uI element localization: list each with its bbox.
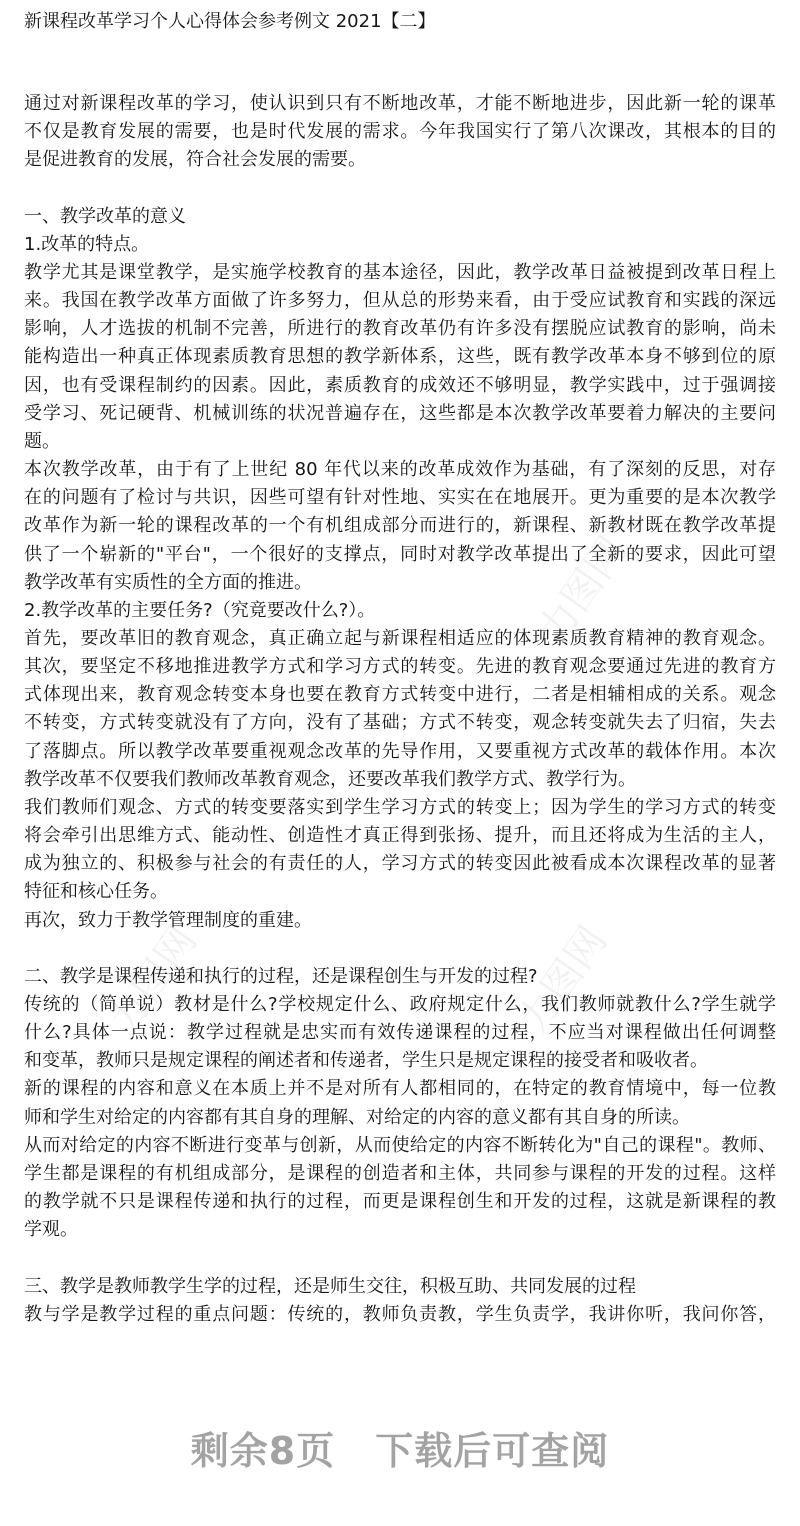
paragraph-line: 教学改革有实质性的全方面的推进。 bbox=[24, 571, 312, 593]
paragraph-line: 将会牵引出思维方式、能动性、创造性才真正得到张扬、提升，而且还将成为生活的主人， bbox=[24, 825, 776, 847]
paragraph-line: 什么?具体一点说：教学过程就是忠实而有效传递课程的过程，不应当对课程做出任何调整 bbox=[24, 1022, 776, 1044]
paragraph-line: 新的课程的内容和意义在本质上并不是对所有人都相同的，在特定的教育情境中，每一位教 bbox=[24, 1078, 776, 1100]
paragraph-line: 一、教学改革的意义 bbox=[24, 205, 186, 227]
paragraph-line: 1.改革的特点。 bbox=[24, 233, 150, 255]
paragraph-line: 了落脚点。所以教学改革要重视观念改革的先导作用，又要重视方式改革的载体作用。本次 bbox=[24, 740, 776, 762]
paragraph-line: 教与学是教学过程的重点问题：传统的，教师负责教，学生负责学，我讲你听，我问你答， bbox=[24, 1303, 776, 1325]
paragraph-line: 和变革，教师只是规定课程的阐述者和传递者，学生只是规定课程的接受者和吸收者。 bbox=[24, 1050, 708, 1072]
paragraph-line: 来。我国在教学改革方面做了许多努力，但从总的形势来看，由于受应试教育和实践的深远 bbox=[24, 290, 776, 312]
paragraph-line: 学生都是课程的有机组成部分，是课程的创造者和主体，共同参与课程的开发的过程。这样 bbox=[24, 1162, 776, 1184]
paragraph-line: 是促进教育的发展，符合社会发展的需要。 bbox=[24, 149, 366, 171]
paragraph-line: 首先，要改革旧的教育观念，真正确立起与新课程相适应的体现素质教育精神的教育观念。 bbox=[24, 627, 776, 649]
document-title: 新课程改革学习个人心得体会参考例文 2021【二】 bbox=[24, 11, 436, 32]
watermark: 力图网 bbox=[529, 528, 637, 653]
paragraph-line: 2.教学改革的主要任务?（究竟要改什么?）。 bbox=[24, 599, 376, 621]
document-body bbox=[24, 90, 776, 1329]
paragraph-line: 我们教师们观念、方式的转变要落实到学生学习方式的转变上；因为学生的学习方式的转变 bbox=[24, 796, 776, 818]
paragraph-line: 题。 bbox=[24, 430, 60, 452]
watermark: 力图网 bbox=[99, 918, 207, 1043]
paragraph-line: 传统的（简单说）教材是什么?学校规定什么、政府规定什么，我们教师就教什么?学生就学 bbox=[24, 994, 776, 1015]
paragraph-line: 师和学生对给定的内容都有其自身的理解、对给定的内容的意义都有其自身的所读。 bbox=[24, 1106, 690, 1128]
paragraph-line: 不仅是教育发展的需要，也是时代发展的需求。今年我国实行了第八次课改，其根本的目的 bbox=[24, 121, 776, 143]
paragraph-line: 成为独立的、积极参与社会的有责任的人，学习方式的转变因此被看成本次课程改革的显著 bbox=[24, 853, 776, 875]
remaining-pages-label: 剩余8页 bbox=[190, 1429, 336, 1473]
blank-line bbox=[24, 1244, 776, 1272]
paragraph-line: 教学改革不仅要我们教师改革教育观念，还要改革我们教学方式、教学行为。 bbox=[24, 768, 636, 790]
paragraph-line: 三、教学是教师教学生学的过程，还是师生交往，积极互助、共同发展的过程 bbox=[24, 1275, 636, 1297]
download-label: 下载后可查阅 bbox=[375, 1429, 610, 1473]
watermark: 力图网 bbox=[509, 918, 617, 1043]
paragraph-line: 影响，人才选拔的机制不完善，所进行的教育改革仍有许多没有摆脱应试教育的影响，尚未 bbox=[24, 318, 776, 340]
paragraph-line: 从而对给定的内容不断进行变革与创新，从而使给定的内容不断转化为"自己的课程"。教师、 bbox=[24, 1134, 776, 1156]
paragraph-line: 其次，要坚定不移地推进教学方式和学习方式的转变。先进的教育观念要通过先进的教育方 bbox=[24, 656, 776, 678]
paragraph-line: 因，也有受课程制约的因素。因此，素质教育的成效还不够明显，教学实践中，过于强调接 bbox=[24, 374, 776, 396]
blank-line bbox=[24, 174, 776, 202]
paragraph-line: 特征和核心任务。 bbox=[24, 881, 168, 903]
paragraph-line: 不转变，方式转变就没有了方向，没有了基础；方式不转变，观念转变就失去了归宿，失去 bbox=[24, 712, 776, 734]
paragraph-line: 二、教学是课程传递和执行的过程，还是课程创生与开发的过程? bbox=[24, 965, 538, 987]
paragraph-line: 教学尤其是课堂教学，是实施学校教育的基本途径，因此，教学改革日益被提到改革日程上 bbox=[24, 261, 776, 283]
paragraph-line: 通过对新课程改革的学习，使认识到只有不断地改革，才能不断地进步，因此新一轮的课革 bbox=[24, 93, 776, 114]
paragraph-line: 的教学就不只是课程传递和执行的过程，而更是课程创生和开发的过程，这就是新课程的教 bbox=[24, 1191, 776, 1213]
paragraph-line: 在的问题有了检讨与共识，因些可望有针对性地、实实在在地展开。更为重要的是本次教学 bbox=[24, 487, 776, 509]
paragraph-line: 供了一个崭新的"平台"，一个很好的支撑点，同时对教学改革提出了全新的要求，因此可望 bbox=[24, 543, 776, 565]
paragraph-line: 学观。 bbox=[24, 1219, 78, 1241]
blank-line bbox=[24, 935, 776, 963]
paragraph-line: 式体现出来，教育观念转变本身也要在教育方式转变中进行，二者是相辅相成的关系。观念 bbox=[24, 684, 776, 706]
paragraph-line: 受学习、死记硬背、机械训练的状况普遍存在，这些都是本次教学改革要着力解决的主要问 bbox=[24, 402, 776, 424]
paragraph-line: 本次教学改革，由于有了上世纪 80 年代以来的改革成效作为基础，有了深刻的反思，对存 bbox=[24, 459, 776, 481]
paragraph-line: 再次，致力于教学管理制度的重建。 bbox=[24, 909, 312, 931]
download-to-read-banner[interactable] bbox=[0, 1420, 800, 1475]
paragraph-line: 改革作为新一轮的课程改革的一个有机组成部分而进行的，新课程、新教材既在教学改革提 bbox=[24, 515, 776, 537]
paragraph-line: 能构造出一种真正体现素质教育思想的教学新体系，这些，既有教学改革本身不够到位的原 bbox=[24, 346, 776, 368]
